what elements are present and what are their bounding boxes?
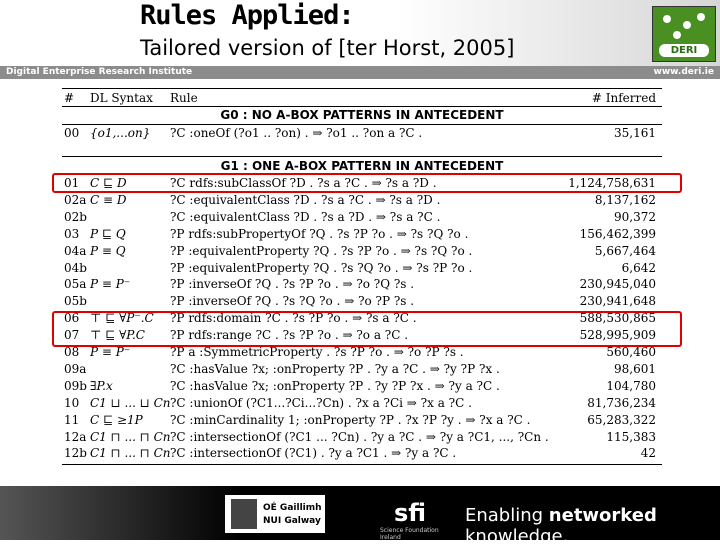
- row-dl: ⊤ ⊑ ∀P.C: [90, 328, 145, 343]
- table-row: [62, 445, 662, 461]
- table-row: [62, 260, 662, 276]
- row-dl: P ≡ P⁻: [90, 277, 131, 292]
- row-num: 05a: [64, 277, 87, 292]
- header-bar: [0, 66, 720, 79]
- sfi-logo-text: sfi: [394, 499, 427, 527]
- row-num: 05b: [64, 294, 87, 309]
- row-num: 06: [64, 311, 80, 326]
- table-row: [62, 209, 662, 225]
- table-row: [62, 361, 662, 377]
- sfi-logo-subtext: Science Foundation Ireland: [380, 527, 439, 541]
- row-rule: ?P rdfs:domain ?C . ?s ?P ?o . ⇒ ?s a ?C .: [170, 311, 417, 326]
- col-header-rule: Rule: [170, 91, 198, 105]
- row-rule: ?P :equivalentProperty ?Q . ?s ?P ?o . ⇒ ?s ?Q ?o .: [170, 243, 473, 258]
- row-inferred: 156,462,399: [579, 226, 656, 241]
- col-header-num: #: [64, 91, 75, 105]
- row-rule: ?C :intersectionOf (?C1 ... ?Cn) . ?y a ?C . ⇒ ?y a ?C1, ..., ?Cn .: [170, 429, 549, 444]
- row-num: 02a: [64, 192, 87, 207]
- highlight-box-rules-06-07: [52, 311, 682, 347]
- row-dl: P ≡ Q: [90, 243, 126, 258]
- row-num: 03: [64, 226, 80, 241]
- row-rule: ?C :hasValue ?x; :onProperty ?P . ?y ?P ?x . ⇒ ?y a ?C .: [170, 378, 500, 393]
- row-num: 12a: [64, 429, 87, 444]
- table-row: [62, 293, 662, 309]
- row-num: 09b: [64, 378, 87, 393]
- row-rule: ?C :equivalentClass ?D . ?s a ?D . ⇒ ?s a ?C .: [170, 209, 441, 224]
- slide-subtitle: Tailored version of [ter Horst, 2005]: [140, 36, 515, 60]
- row-inferred: 98,601: [614, 361, 656, 376]
- row-inferred: 8,137,162: [594, 192, 656, 207]
- nui-galway-logo: [225, 495, 325, 533]
- row-rule: ?C :equivalentClass ?D . ?s a ?C . ⇒ ?s a ?D .: [170, 192, 441, 207]
- row-rule: ?C :hasValue ?x; :onProperty ?P . ?y a ?C . ⇒ ?y ?P ?x .: [170, 361, 500, 376]
- row-num: 04b: [64, 260, 87, 275]
- row-dl: C ≡ D: [90, 192, 127, 207]
- row-inferred: 6,642: [621, 260, 656, 275]
- tagline: [465, 505, 720, 547]
- row-rule: ?P :inverseOf ?Q . ?s ?Q ?o . ⇒ ?o ?P ?s .: [170, 294, 415, 309]
- section-g1-top-rule: [62, 156, 662, 157]
- row-num: 11: [64, 412, 80, 427]
- row-inferred: 35,161: [614, 126, 656, 140]
- row-rule: ?P a :SymmetricProperty . ?s ?P ?o . ⇒ ?o ?P ?s .: [170, 345, 464, 359]
- row-dl: C ⊑ ≥1P: [90, 412, 143, 427]
- row-num: 01: [64, 176, 80, 190]
- row-num: 08: [64, 345, 80, 359]
- row-num: 07: [64, 328, 80, 343]
- row-num: 04a: [64, 243, 87, 258]
- nui-line2: NUI Galway: [263, 516, 321, 526]
- castle-icon: [231, 499, 257, 529]
- slide-header: [0, 0, 720, 68]
- row-inferred: 115,383: [606, 429, 656, 444]
- row-rule: ?C :minCardinality 1; :onProperty ?P . ?x ?P ?y . ⇒ ?x a ?C .: [170, 412, 531, 427]
- row-inferred: 1,124,758,631: [568, 176, 656, 190]
- table-top-rule: [62, 88, 662, 89]
- row-inferred: 90,372: [614, 209, 656, 224]
- row-rule: ?P rdfs:range ?C . ?s ?P ?o . ⇒ ?o a ?C .: [170, 328, 409, 343]
- nui-line1: OÉ Gaillimh: [263, 503, 322, 513]
- row-dl: {o1,...on}: [90, 126, 151, 140]
- row-num: 10: [64, 395, 80, 410]
- table-row: [62, 429, 662, 445]
- row-rule: ?C :intersectionOf (?C1) . ?y a ?C1 . ⇒ ?y a ?C .: [170, 446, 457, 461]
- row-inferred: 5,667,464: [594, 243, 656, 258]
- row-dl: C1 ⊔ ... ⊔ Cn: [90, 395, 171, 410]
- sfi-logo: [372, 493, 444, 541]
- row-inferred: 528,995,909: [579, 328, 656, 343]
- highlight-box-rule-01: [52, 173, 682, 193]
- row-dl: C1 ⊓ ... ⊓ Cn: [90, 446, 171, 461]
- row-num: 12b: [64, 446, 87, 461]
- row-num: 09a: [64, 361, 87, 376]
- table-row: [62, 395, 662, 411]
- slide-title: Rules Applied:: [140, 0, 354, 31]
- table-row: [62, 378, 662, 394]
- row-inferred: 230,945,040: [579, 277, 656, 292]
- row-rule: ?P :equivalentProperty ?Q . ?s ?Q ?o . ⇒ ?s ?P ?o .: [170, 260, 473, 275]
- row-dl: C ⊑ D: [90, 176, 127, 190]
- table-row: [62, 226, 662, 242]
- table-row: [62, 276, 662, 292]
- col-header-inferred: # Inferred: [591, 91, 656, 105]
- row-dl: ⊤ ⊑ ∀P⁻.C: [90, 311, 154, 326]
- deri-logo: [652, 6, 716, 62]
- row-inferred: 104,780: [606, 378, 656, 393]
- deri-logo-text: DERI: [659, 44, 709, 57]
- org-name: Digital Enterprise Research Institute: [6, 67, 193, 77]
- row-inferred: 42: [640, 446, 656, 461]
- tagline-pre: Enabling: [465, 505, 549, 526]
- table-row: [62, 243, 662, 259]
- row-inferred: 81,736,234: [587, 395, 656, 410]
- table-header-row: [62, 90, 662, 106]
- row-dl: ∃P.x: [90, 378, 113, 393]
- row-inferred: 65,283,322: [587, 412, 656, 427]
- row-dl: P ⊑ Q: [90, 226, 126, 241]
- col-header-dl: DL Syntax: [90, 91, 153, 105]
- table-bottom-rule: [62, 464, 662, 465]
- row-inferred: 230,941,648: [579, 294, 656, 309]
- tagline-bold: networked: [548, 505, 657, 526]
- row-rule: ?C rdfs:subClassOf ?D . ?s a ?C . ⇒ ?s a ?D .: [170, 176, 437, 190]
- row-inferred: 588,530,865: [579, 311, 656, 326]
- row-rule: ?P rdfs:subPropertyOf ?Q . ?s ?P ?o . ⇒ ?s ?Q ?o .: [170, 226, 469, 241]
- row-rule: ?P :inverseOf ?Q . ?s ?P ?o . ⇒ ?o ?Q ?s .: [170, 277, 415, 292]
- row-num: 02b: [64, 209, 87, 224]
- row-rule: ?C :oneOf (?o1 .. ?on) . ⇒ ?o1 .. ?on a ?C .: [170, 126, 423, 140]
- tagline-post: knowledge.: [465, 526, 569, 547]
- table-row: [62, 125, 662, 141]
- table-row: [62, 192, 662, 208]
- row-num: 00: [64, 126, 80, 140]
- section-g0-label: G0 : NO A-BOX PATTERNS IN ANTECEDENT: [220, 108, 504, 122]
- section-g1-label: G1 : ONE A-BOX PATTERN IN ANTECEDENT: [220, 159, 504, 173]
- table-row: [62, 412, 662, 428]
- row-rule: ?C :unionOf (?C1...?Ci...?Cn) . ?x a ?Ci ⇒ ?x a ?C .: [170, 395, 472, 410]
- row-inferred: 560,460: [606, 345, 656, 359]
- row-dl: C1 ⊓ ... ⊓ Cn: [90, 429, 171, 444]
- org-url: www.deri.ie: [653, 67, 714, 77]
- row-dl: P ≡ P⁻: [90, 345, 131, 359]
